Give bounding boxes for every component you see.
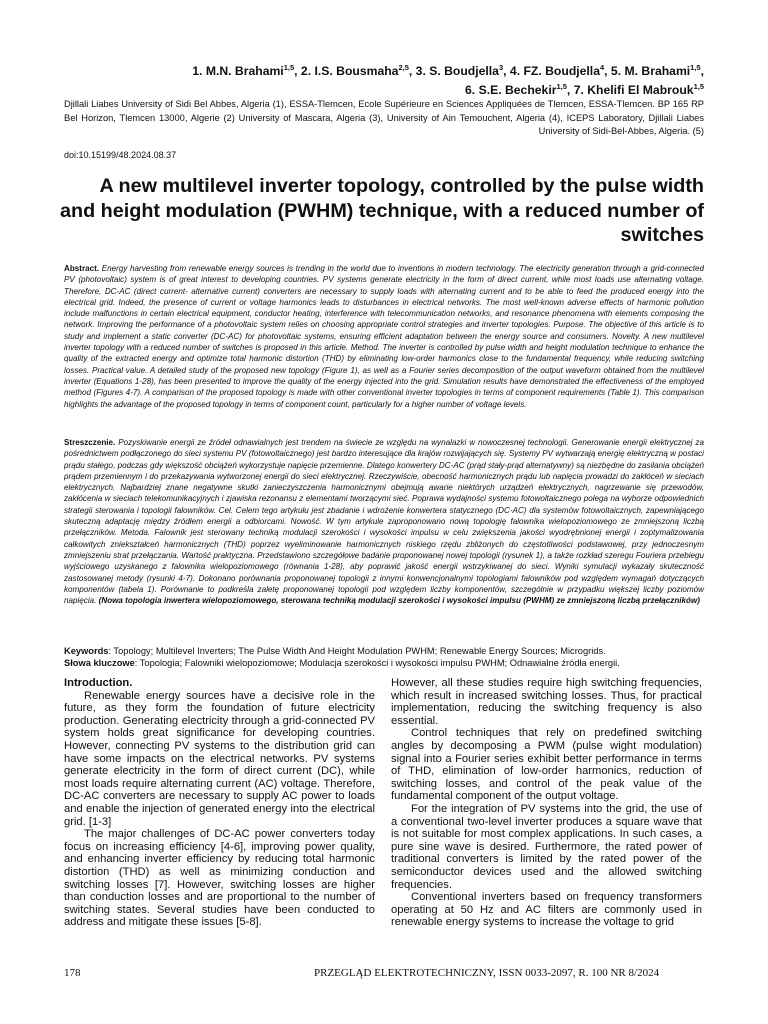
author-6-affil: 1,5 — [556, 82, 567, 92]
abstract-text: Energy harvesting from renewable energy sources is trending in the world due to inventions in modern technology. The electricity generation through a grid-connected PV (photovoltaic) system is of great interest to developing countries. PV systems generate electricity in the form of direct current, while most loads use alternating voltage. Therefore, DC-AC (direct current- alternative current) converters are necessary to supply loads with alternating current and to be able to feed the produced energy into the electrical grid. Indeed, the presence of current or voltage harmonics leads to disturbances in electrical networks. The most well-known adverse effects of harmonic pollution include malfunctions in certain electrical equipment, conductor heating, interference with telecommunication networks, and resonance phenomena with elements composing the network. Improving the performance of a photovoltaic system relies on choosing appropriate control strategies and inverter topologies. Purpose. The objective of this article is to study and implement a static converter (DC-AC) for photovoltaic systems, ensuring efficient adaptation between the energy source and consumers. Novelty. A new multilevel inverter topology with a reduced number of switches is proposed in this article. Method. The inverter is controlled by pulse width and height modulation technique to enhance the quality of the extracted energy and optimize total harmonic distortion (THD) by eliminating low-order harmonics close to the fundamental frequency, while reducing switching losses. Practical value. A detailed study of the proposed new topology (Figure 1), as well as a Fourier series decomposition of the output waveform obtained from the multilevel inverter (Equations 1-28), has been presented to improve the quality of the energy injected into the grid. Simulation results have demonstrated the effectiveness of the employed method (Figures 4-7). A comparison of the proposed topology is made with other conventional inverter topologies in terms of component requirements (Table 1). This comparison highlights the advantage of the proposed topology in terms of component count, particularly for a higher number of voltage levels. — [64, 264, 704, 409]
author-list — [60, 60, 704, 98]
affiliations: Djillali Liabes University of Sidi Bel Abbes, Algeria (1), ESSA-Tlemcen, Ecole Supérieure en Sciences Appliquées de Tlemcen, ESSA-Tlemcen. BP 165 RP Bel Horizon, Tlemcen 13000, Algerie (2) University of Mascara, Algeria (3), University of Ain Temouchent, Algeria (4), ICEPS Laboratory, Djillali Liabes University of Sidi-Bel-Abbes, Algeria. (5) — [64, 99, 704, 137]
paper-title: A new multilevel inverter topology, controlled by the pulse width and height modulation (PWHM) technique, with a reduced number of switches — [60, 175, 704, 246]
right-column — [391, 677, 702, 929]
body-paragraph: Control techniques that rely on predefined switching angles by decomposing a PWM (pulse wight modulation) signal into a Fourier series exhibit better performance in terms of THD, elimination of low-order harmonics, reduction of switching losses, and control of the peak value of the fundamental component of the output voltage. — [391, 727, 702, 803]
author-separator: , — [700, 64, 704, 79]
streszczenie — [64, 437, 704, 606]
author-2-affil: 2,5 — [398, 63, 409, 72]
author-4-affil: 4 — [599, 63, 605, 72]
author-7-affil: 1,5 — [693, 82, 704, 92]
streszczenie-bold-title: (Nowa topologia inwertera wielopoziomowego, sterowana techniką modulacji szerokości i wysokości impulsu (PWHM) ze zmniejszoną liczbą przełączników) — [98, 596, 700, 606]
keywords-pl-label: Słowa kluczowe — [64, 657, 135, 668]
keywords-pl-text: : Topologia; Falowniki wielopoziomowe; Modulacja szerokości i wysokości impulsu PWHM; Odnawialne źródła energii. — [134, 657, 620, 668]
author-line-2 — [60, 79, 704, 98]
body-paragraph: Renewable energy sources have a decisive role in the future, as they form the foundation of future electricity production. Generating electricity through a grid-connected PV system holds great significance for developing countries. However, connecting PV systems to the distribution grid can have some impacts on the electrical networks. PV systems generate electricity in the form of direct current (DC), while most loads require alternating current (AC) voltage. Therefore, DC-AC converters are necessary to supply AC power to loads and enable the injection of generated energy into the electrical grid. [1-3] — [64, 689, 375, 828]
keywords-label: Keywords — [64, 646, 109, 656]
author-line-1 — [60, 60, 704, 79]
left-column — [64, 677, 375, 929]
body-paragraph-continued: However, all these studies require high switching frequencies, which result in increased switching losses. Thus, for practical implementation, reducing the switching frequency is also essential. — [391, 677, 702, 727]
keywords-text: : Topology; Multilevel Inverters; The Pulse Width And Height Modulation PWHM; Renewable Energy Sources; Microgrids. — [108, 646, 606, 656]
body-paragraph: The major challenges of DC-AC power converters today focus on increasing efficiency [4-6], improving power quality, and enhancing inverter efficiency by reducing total harmonic distortion (THD) as well as minimizing conduction and switching losses [7]. However, switching losses are higher than conduction losses and are proportional to the number of switching states. Several studies have been conducted to address and mitigate these issues [5-8]. — [64, 828, 375, 929]
author-6: 6. S.E. Bechekir — [465, 83, 557, 98]
author-3-affil: 3 — [498, 63, 504, 72]
body-paragraph: Conventional inverters based on frequency transformers operating at 50 Hz and AC filters are commonly used in renewable energy systems to increase the voltage to grid — [391, 891, 702, 929]
keywords-block — [64, 646, 704, 669]
streszczenie-label: Streszczenie. — [64, 438, 116, 447]
keywords-pl — [64, 658, 704, 670]
journal-footer: PRZEGLĄD ELEKTROTECHNICZNY, ISSN 0033-2097, R. 100 NR 8/2024 — [314, 967, 660, 979]
page-number: 178 — [64, 967, 81, 979]
author-2: , 2. I.S. Bousmaha — [294, 64, 399, 79]
doi-link[interactable]: doi:10.15199/48.2024.08.37 — [64, 150, 177, 160]
author-1-affil: 1,5 — [283, 63, 295, 72]
author-4: , 4. FZ. Boudjella — [503, 64, 600, 79]
body-paragraph: For the integration of PV systems into the grid, the use of a conventional two-level inverter produces a square wave that is not suitable for most complex applications. In such cases, a pure sine wave is desired. Furthermore, the rated power of traditional converters is limited by the rated power of the semiconductor devices used and the allowed switching frequencies. — [391, 802, 702, 891]
streszczenie-text: Pozyskiwanie energii ze źródeł odnawialnych jest trendem na świecie ze względu na wynalazki w nowoczesnej technologii. Generowanie energii elektrycznej za pośrednictwem podłączonego do sieci systemu PV (fotowoltaicznego) jest bardzo interesujące dla krajów rozwijających się. Systemy PV wytwarzają energię elektryczną w postaci prądu stałego, podczas gdy większość obciążeń wykorzystuje napięcie przemienne. Dlatego konwertery DC-AC (prąd stały-prąd alternatywny) są niezbędne do zasilania obciążeń prądem przemiennym i do przekazywania wytworzonej energii do sieci elektrycznej. Rzeczywiście, obecność harmonicznych prądu lub napięcia prowadzi do zakłóceń w sieciach elektrycznych. Najbardziej znane negatywne skutki zanieczyszczenia harmonicznymi obejmują awarie niektórych urządzeń elektrycznych, nagrzewanie się przewodów, zakłócenia w sieciach telekomunikacyjnych i zjawiska rezonansu z elementami tworzącymi sieć. Poprawa wydajności systemu fotowoltaicznego polega na wyborze odpowiednich strategii sterowania i topologii falowników. Cel. Celem tego artykułu jest zbadanie i wdrożenie konwertera statycznego (DC-AC) dla systemów fotowoltaicznych, zapewniającego skuteczną adaptację między źródłem energii a odbiorcami. Nowość. W tym artykule zaproponowano nową topologię falownika wielopoziomowego ze zmniejszoną liczbą przełączników. Metoda. Falownik jest sterowany techniką modulacji szerokości i wysokości impulsu w celu zwiększenia jakości wyodrębnionej energii i zoptymalizowania całkowitych zniekształceń harmonicznych (THD) poprzez wyeliminowanie harmonicznych niskiego rzędu zbliżonych do częstotliwości podstawowej, przy jednoczesnym zmniejszeniu strat przełączania. Wartość praktyczna. Przedstawiono szczegółowe badanie proponowanej nowej topologii (rysunek 1), a także rozkład szeregu Fouriera przebiegu wyjściowego uzyskanego z falownika wielopoziomowego (równania 1-28), aby poprawić jakość energii wstrzykiwanej do sieci. Wyniki symulacji wykazały skuteczność zastosowanej metody (rysunki 4-7). Dokonano porównania proponowanej topologii z innymi konwencjonalnymi topologiami falowników pod względem wymagań dotyczących komponentów (tabela 1). Porównanie to podkreśla zaletę proponowanej topologii pod względem liczby komponentów, szczególnie w przypadku większej liczby poziomów napięcia. — [64, 438, 704, 606]
abstract-label: Abstract. — [64, 264, 100, 273]
section-heading-introduction: Introduction. — [64, 677, 133, 689]
abstract — [64, 263, 704, 410]
author-7: , 7. Khelifi El Mabrouk — [566, 83, 694, 98]
author-5: , 5. M. Brahami — [604, 64, 691, 79]
keywords-en — [64, 646, 704, 658]
author-5-affil: 1,5 — [690, 63, 701, 72]
author-3: , 3. S. Boudjella — [408, 64, 499, 79]
author-1: 1. M.N. Brahami — [192, 64, 284, 79]
